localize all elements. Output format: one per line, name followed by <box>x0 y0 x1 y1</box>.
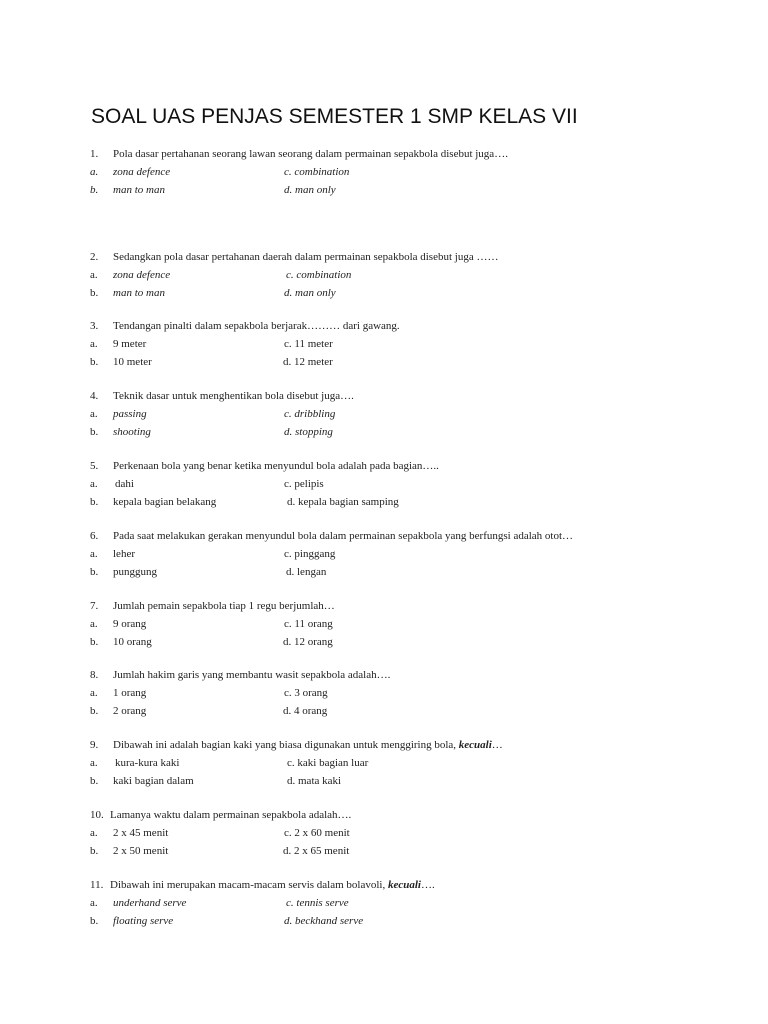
question-tail: …. <box>420 879 435 891</box>
option-c: c. dribbling <box>284 408 336 420</box>
option-letter: a. <box>90 827 98 839</box>
option-d: d. mata kaki <box>287 775 342 787</box>
question-number: 1. <box>90 148 99 160</box>
question-text: Pada saat melakukan gerakan menyundul bola dalam permainan sepakbola yang berfungsi adalah otot… <box>113 530 574 542</box>
question-text-wrap <box>110 876 435 894</box>
question-number: 8. <box>90 669 99 681</box>
option-letter: b. <box>90 426 99 438</box>
question-text: Jumlah hakim garis yang membantu wasit sepakbola adalah…. <box>113 669 391 681</box>
option-letter: b. <box>90 287 99 299</box>
question-text-wrap <box>113 736 503 754</box>
option-row <box>0 912 768 930</box>
option-row <box>0 684 768 702</box>
option-b: 10 meter <box>113 356 152 368</box>
option-letter: a. <box>90 548 98 560</box>
question-stem <box>0 145 768 163</box>
option-b: 10 orang <box>113 636 152 648</box>
option-d: d. man only <box>284 287 336 299</box>
option-a: 9 orang <box>113 618 147 630</box>
option-letter: a. <box>90 687 98 699</box>
option-row <box>0 894 768 912</box>
option-a: kura-kura kaki <box>115 757 180 769</box>
option-a: zona defence <box>113 166 171 178</box>
option-b: shooting <box>113 426 151 438</box>
option-b: kaki bagian dalam <box>113 775 194 787</box>
option-d: d. 4 orang <box>283 705 328 717</box>
option-c: c. 11 meter <box>284 338 333 350</box>
question-number: 6. <box>90 530 99 542</box>
option-b: man to man <box>113 287 165 299</box>
option-row <box>0 754 768 772</box>
option-row <box>0 633 768 651</box>
option-a: leher <box>113 548 135 560</box>
option-d: d. kepala bagian samping <box>287 496 399 508</box>
option-letter: b. <box>90 705 99 717</box>
option-b: punggung <box>113 566 157 578</box>
option-c: c. tennis serve <box>286 897 349 909</box>
option-row <box>0 405 768 423</box>
option-d: d. 2 x 65 menit <box>283 845 350 857</box>
option-c: c. pelipis <box>284 478 324 490</box>
option-c: c. 11 orang <box>284 618 333 630</box>
option-letter: b. <box>90 356 99 368</box>
option-c: c. pinggang <box>284 548 336 560</box>
question-text: Dibawah ini merupakan macam-macam servis dalam bolavoli, <box>110 879 388 891</box>
question-text: Lamanya waktu dalam permainan sepakbola adalah…. <box>110 809 352 821</box>
option-letter: a. <box>90 408 98 420</box>
option-row <box>0 772 768 790</box>
option-row <box>0 423 768 441</box>
option-a: 9 meter <box>113 338 147 350</box>
option-row <box>0 493 768 511</box>
kecuali-emphasis: kecuali <box>458 739 492 751</box>
option-c: c. 2 x 60 menit <box>284 827 350 839</box>
question-text: Jumlah pemain sepakbola tiap 1 regu berjumlah… <box>113 600 335 612</box>
page-title: SOAL UAS PENJAS SEMESTER 1 SMP KELAS VII <box>91 105 578 128</box>
question-text: Perkenaan bola yang benar ketika menyundul bola adalah pada bagian….. <box>113 460 439 472</box>
option-b: 2 orang <box>113 705 147 717</box>
question-stem <box>0 666 768 684</box>
question-text: Pola dasar pertahanan seorang lawan seorang dalam permainan sepakbola disebut juga…. <box>113 148 508 160</box>
question-number: 9. <box>90 739 99 751</box>
question-text: Dibawah ini adalah bagian kaki yang biasa digunakan untuk menggiring bola, <box>113 739 459 751</box>
option-row <box>0 266 768 284</box>
option-a: dahi <box>115 478 134 490</box>
option-a: underhand serve <box>113 897 187 909</box>
question-stem <box>0 527 768 545</box>
question-number: 3. <box>90 320 99 332</box>
question-number: 5. <box>90 460 99 472</box>
option-letter: b. <box>90 845 99 857</box>
option-letter: a. <box>90 338 98 350</box>
option-row <box>0 475 768 493</box>
option-c: c. combination <box>286 269 352 281</box>
question-stem <box>0 317 768 335</box>
question-number: 7. <box>90 600 99 612</box>
option-row <box>0 353 768 371</box>
option-b: kepala bagian belakang <box>113 496 217 508</box>
option-letter: b. <box>90 496 99 508</box>
option-c: c. combination <box>284 166 350 178</box>
option-row <box>0 615 768 633</box>
question-stem <box>0 457 768 475</box>
question-stem <box>0 806 768 824</box>
question-number: 2. <box>90 251 99 263</box>
option-d: d. 12 meter <box>283 356 333 368</box>
option-letter: a. <box>90 618 98 630</box>
option-letter: a. <box>90 478 98 490</box>
option-c: c. kaki bagian luar <box>287 757 369 769</box>
question-tail: … <box>491 739 503 751</box>
question-text: Teknik dasar untuk menghentikan bola disebut juga…. <box>113 390 354 402</box>
option-row <box>0 702 768 720</box>
option-row <box>0 824 768 842</box>
option-d: d. stopping <box>284 426 333 438</box>
option-letter: b. <box>90 566 99 578</box>
option-d: d. beckhand serve <box>284 915 364 927</box>
option-row <box>0 545 768 563</box>
question-stem <box>0 876 768 894</box>
question-text: Tendangan pinalti dalam sepakbola berjarak……… dari gawang. <box>113 320 400 332</box>
option-c: c. 3 orang <box>284 687 328 699</box>
option-letter: b. <box>90 775 99 787</box>
option-row <box>0 163 768 181</box>
question-text: Sedangkan pola dasar pertahanan daerah dalam permainan sepakbola disebut juga …… <box>113 251 499 263</box>
question-number: 10. <box>90 809 104 821</box>
question-number: 11. <box>90 879 104 891</box>
option-letter: a. <box>90 757 98 769</box>
option-row <box>0 335 768 353</box>
option-row <box>0 563 768 581</box>
option-b: 2 x 50 menit <box>113 845 169 857</box>
option-d: d. 12 orang <box>283 636 333 648</box>
option-a: 1 orang <box>113 687 147 699</box>
option-letter: a. <box>90 166 99 178</box>
option-letter: b. <box>90 636 99 648</box>
option-row <box>0 842 768 860</box>
question-stem <box>0 387 768 405</box>
question-stem <box>0 248 768 266</box>
option-letter: a. <box>90 269 98 281</box>
option-b: man to man <box>113 184 165 196</box>
kecuali-emphasis: kecuali <box>387 879 421 891</box>
option-row <box>0 284 768 302</box>
option-row <box>0 181 768 199</box>
option-a: passing <box>113 408 147 420</box>
option-b: floating serve <box>113 915 174 927</box>
option-letter: b. <box>90 184 99 196</box>
option-a: zona defence <box>113 269 171 281</box>
question-stem <box>0 736 768 754</box>
question-number: 4. <box>90 390 99 402</box>
option-a: 2 x 45 menit <box>113 827 169 839</box>
option-d: d. lengan <box>286 566 327 578</box>
option-letter: a. <box>90 897 98 909</box>
option-letter: b. <box>90 915 99 927</box>
option-d: d. man only <box>284 184 336 196</box>
question-stem <box>0 597 768 615</box>
